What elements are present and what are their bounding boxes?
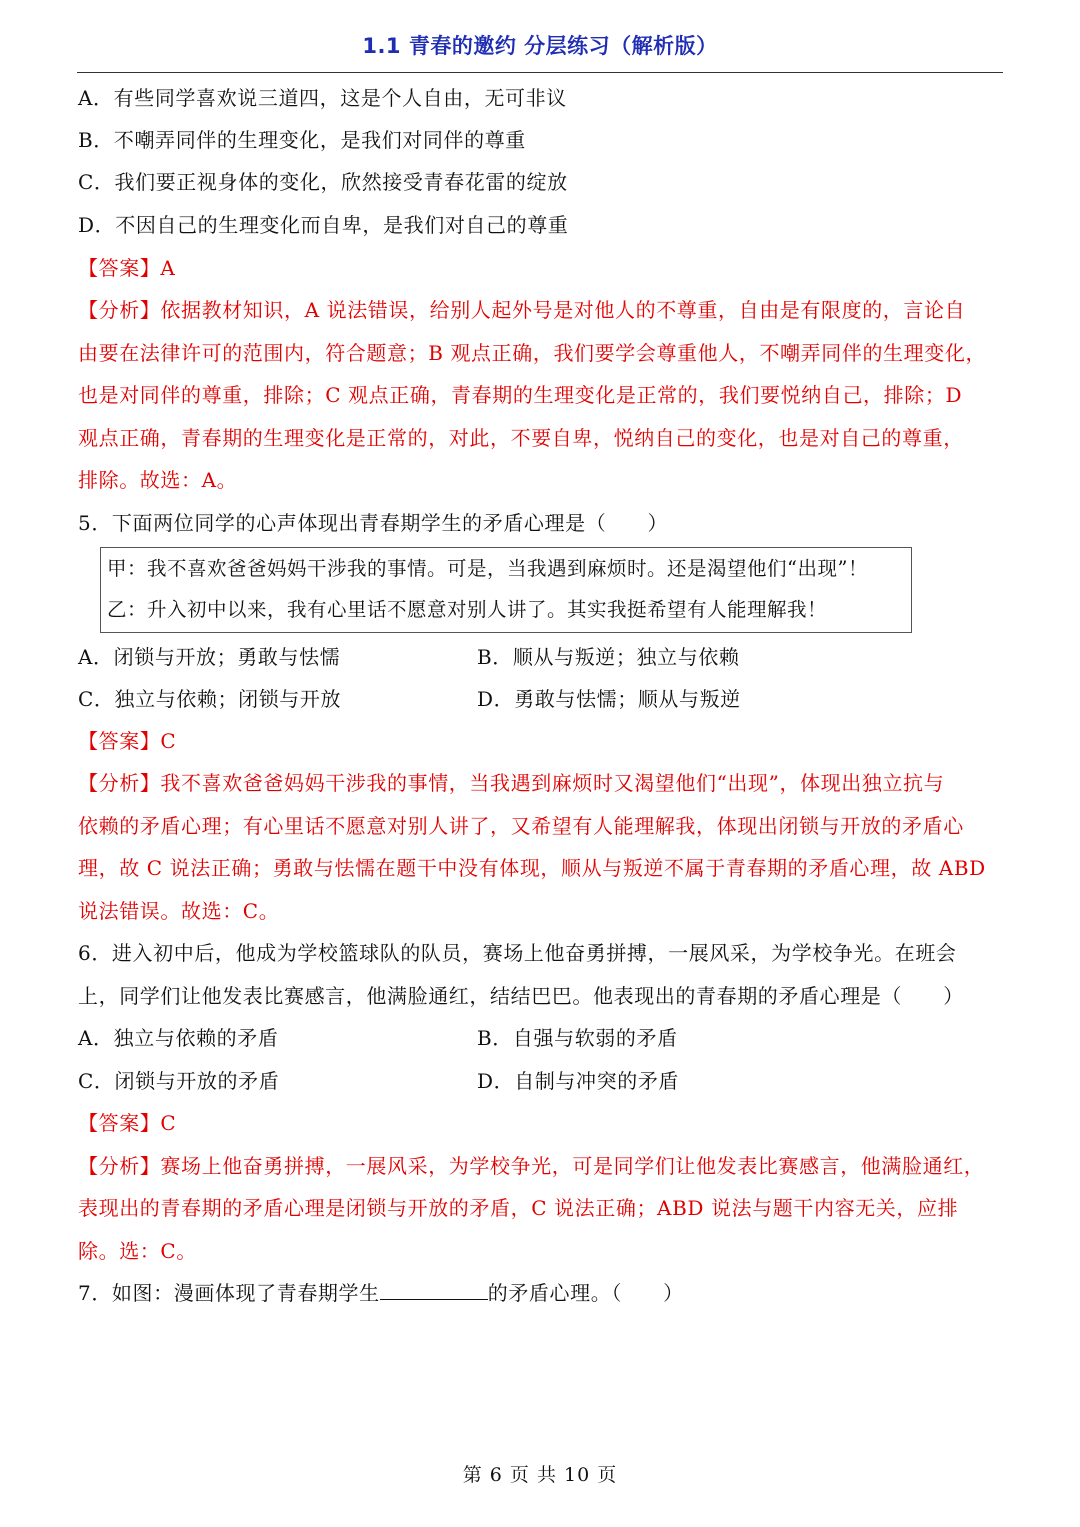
q6-answer [78,1102,176,1144]
q4-option-c: C．我们要正视身体的变化，欣然接受青春花雷的绽放 [78,170,568,194]
q4-analysis-line: 由要在法律许可的范围内，符合题意；B 观点正确，我们要学会尊重他人，不嘲弄同伴的生理变化， [78,341,987,365]
analysis-label: 【分析】 [78,771,161,795]
q4-option-b: B．不嘲弄同伴的生理变化，是我们对同伴的尊重 [78,128,526,152]
answer-label: 【答案】 [78,256,161,280]
q5-quote-yi: 乙：升入初中以来，我有心里话不愿意对别人讲了。其实我挺希望有人能理解我！ [107,598,828,621]
q4-answer [78,247,175,289]
q4-analysis-line: 观点正确，青春期的生理变化是正常的，对此，不要自卑，悦纳自己的变化，也是对自己的尊重， [78,426,964,450]
q4-analysis-line: 排除。故选：A。 [78,468,238,492]
header-divider [77,72,1003,73]
page-number: 第 6 页 共 10 页 [462,1464,618,1486]
q6-analysis-line: 【分析】赛场上他奋勇拼搏，一展风采，为学校争光，可是同学们让他发表比赛感言，他满脸通红， [78,1154,985,1178]
q4-analysis-line: 也是对同伴的尊重，排除；C 观点正确，青春期的生理变化是正常的，我们要悦纳自己，排除；D [78,383,963,407]
q4-option-d: D．不因自己的生理变化而自卑，是我们对自己的尊重 [78,213,569,237]
fill-in-blank [380,1275,488,1300]
q6-analysis-line: 表现出的青春期的矛盾心理是闭锁与开放的矛盾，C 说法正确；ABD 说法与题干内容无关，应排 [78,1196,959,1220]
q5-option-a: A．闭锁与开放；勇敢与怯懦 [78,645,341,669]
q7-stem: 7．如图：漫画体现了青春期学生 的矛盾心理。（ ） [78,1272,684,1314]
q4-option-a: A．有些同学喜欢说三道四，这是个人自由，无可非议 [78,86,567,110]
q5-quote-box [100,547,912,633]
q5-analysis-line: 说法错误。故选：C。 [78,899,280,923]
answer-value: C [160,1111,177,1135]
q4-analysis-line: 【分析】依据教材知识，A 说法错误，给别人起外号是对他人的不尊重，自由是有限度的，言论自 [78,298,966,322]
analysis-label: 【分析】 [78,1154,161,1178]
answer-label: 【答案】 [78,729,161,753]
q6-analysis-line: 除。选：C。 [78,1239,197,1263]
q5-answer [78,720,176,762]
q6-option-c: C．闭锁与开放的矛盾 [78,1069,280,1093]
q6-option-d: D．自制与冲突的矛盾 [477,1069,680,1093]
q6-option-b: B．自强与软弱的矛盾 [477,1026,678,1050]
q6-stem: 上，同学们让他发表比赛感言，他满脸通红，结结巴巴。他表现出的青春期的矛盾心理是（ ） [78,984,964,1008]
answer-value: C [160,729,177,753]
q5-option-b: B．顺从与叛逆；独立与依赖 [477,645,740,669]
answer-label: 【答案】 [78,1111,161,1135]
q5-option-c: C．独立与依赖；闭锁与开放 [78,687,342,711]
q6-option-a: A．独立与依赖的矛盾 [78,1026,279,1050]
q5-analysis-line: 理，故 C 说法正确；勇敢与怯懦在题干中没有体现，顺从与叛逆不属于青春期的矛盾心理，故 ABD [78,856,986,880]
q5-analysis-line: 依赖的矛盾心理；有心里话不愿意对别人讲了，又希望有人能理解我，体现出闭锁与开放的矛盾心 [78,814,964,838]
q5-quote-jia: 甲：我不喜欢爸爸妈妈干涉我的事情。可是，当我遇到麻烦时。还是渴望他们“出现”！ [107,557,868,580]
q6-stem: 6．进入初中后，他成为学校篮球队的队员，赛场上他奋勇拼搏，一展风采，为学校争光。在班会 [78,941,957,965]
analysis-label: 【分析】 [78,298,161,322]
q5-stem: 5．下面两位同学的心声体现出青春期学生的矛盾心理是（ ） [78,511,669,535]
q5-option-d: D．勇敢与怯懦；顺从与叛逆 [477,687,741,711]
answer-value: A [160,256,176,280]
page-header-title: 1.1 青春的邀约 分层练习（解析版） [362,34,718,58]
q5-analysis-line: 【分析】我不喜欢爸爸妈妈干涉我的事情，当我遇到麻烦时又渴望他们“出现”，体现出独立抗与 [78,771,945,795]
